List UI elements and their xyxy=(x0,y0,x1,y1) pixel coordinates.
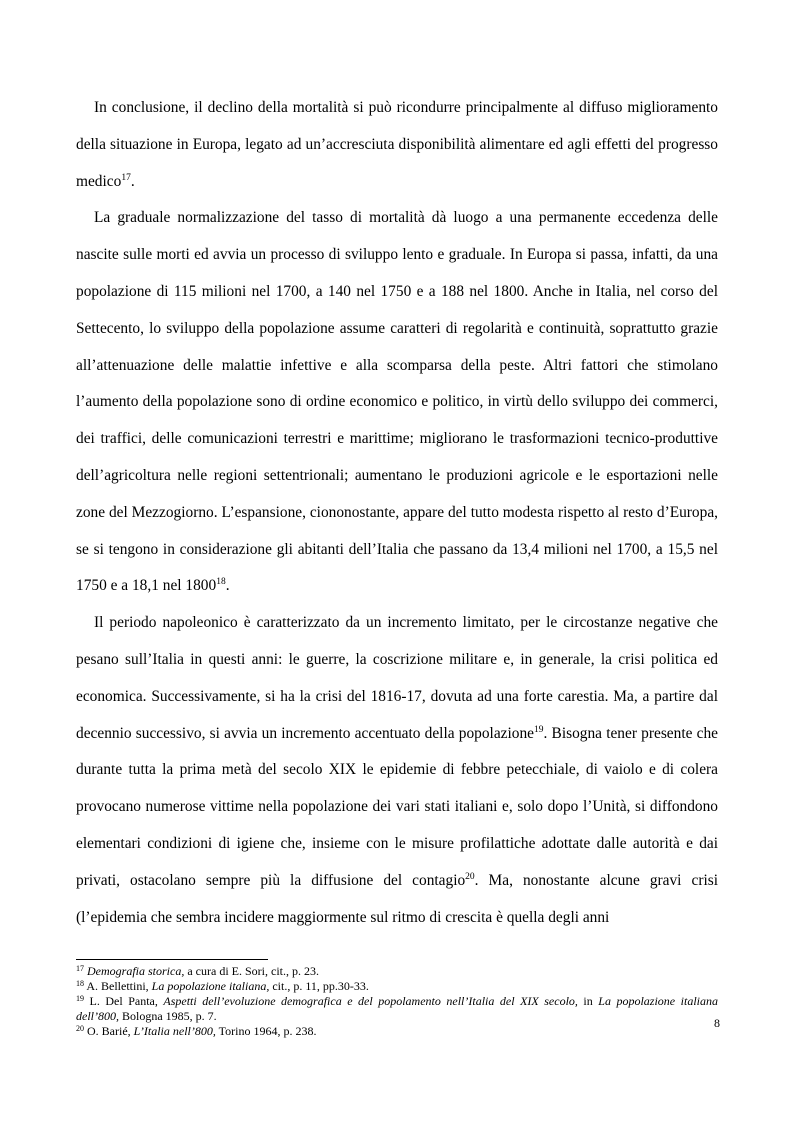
paragraph-text: . Bisogna tener presente che durante tutta la prima metà del secolo XIX le epidemie di febbre petecchiale, di vaiolo e di colera provocano numerose vittime nella popolazione dei vari stati italiani e, solo dopo l’Unità, si diffondono elementari condizioni di igiene che, insieme con le misure profilattiche adottate dalle autorità e dai privati, ostacolano sempre più la diffusione del contagio xyxy=(76,724,719,889)
footnote-ref: 18 xyxy=(216,577,226,588)
body-text xyxy=(76,90,718,936)
footnote-ref: 17 xyxy=(121,172,131,183)
footnote-text: Torino 1964, p. 238. xyxy=(215,1024,317,1038)
footnote-text: L. Del Panta, xyxy=(84,994,164,1008)
paragraph-text: Il periodo napoleonico è caratterizzato da un incremento limitato, per le circostanze negative che pesano sull’Italia in questi anni: le guerre, la coscrizione militare e, in generale, la crisi politica ed economica. Successivamente, si ha la crisi del 1816-17, dovuta ad una forte carestia. Ma, a partire dal decennio successivo, si avvia un incremento accentuato della popolazione xyxy=(76,614,718,742)
paragraph-text: . Ma, nonostante alcune gravi crisi (l’epidemia che sembra incidere maggiormente sul ritmo di crescita è quella degli anni xyxy=(76,871,718,926)
footnote-text: O. Barié, xyxy=(84,1024,134,1038)
footnote-title: La popolazione italiana dell’800, xyxy=(76,994,718,1023)
footnote-ref: 20 xyxy=(465,871,475,882)
paragraph-1 xyxy=(76,90,718,200)
paragraph-text: La graduale normalizzazione del tasso di mortalità dà luogo a una permanente eccedenza delle nascite sulle morti ed avvia un processo di sviluppo lento e graduale. In Europa si passa, infatti, da una popolazione di 115 milioni nel 1700, a 140 nel 1750 e a 188 nel 1800. Anche in Italia, nel corso del Settecento, lo sviluppo della popolazione assume caratteri di regolarità e continuità, soprattutto grazie all’attenuazione delle malattie infettive e alla scomparsa della peste. Altri fattori che stimolano l’aumento della popolazione sono di ordine economico e politico, in virtù dello sviluppo dei commerci, dei traffici, delle comunicazioni terrestri e marittime; migliorano le trasformazioni tecnico-produttive dell’agricoltura nelle regioni settentrionali; aumentano le produzioni agricole e le esportazioni nelle zone del Mezzogiorno. L’espansione, ciononostante, appare del tutto modesta rispetto al resto d’Europa, se si tengono in considerazione gli abitanti dell’Italia che passano da 13,4 milioni nel 1700, a 15,5 nel 1750 e a 18,1 nel 1800 xyxy=(76,209,718,595)
footnote-title: L’Italia nell’800, xyxy=(133,1024,216,1038)
paragraph-2 xyxy=(76,200,718,605)
footnote-separator xyxy=(76,959,268,960)
footnote-ref: 19 xyxy=(534,724,544,735)
page-number: 8 xyxy=(714,1016,720,1030)
footnote-title: La popolazione italiana, xyxy=(151,979,270,993)
paragraph-text: . xyxy=(225,577,230,595)
footnote-number: 20 xyxy=(76,1024,84,1033)
paragraph-3 xyxy=(76,605,718,936)
footnote-text: a cura di E. Sori, cit., p. 23. xyxy=(184,964,319,978)
footnote-20 xyxy=(76,1024,718,1039)
footnote-text: Bologna 1985, p. 7. xyxy=(119,1009,217,1023)
footnote-text: in xyxy=(577,994,599,1008)
footnote-text: cit., p. 11, pp.30-33. xyxy=(269,979,369,993)
footnote-title: Aspetti dell’evoluzione demografica e del popolamento nell’Italia del XIX secolo, xyxy=(163,994,578,1008)
paragraph-text: . xyxy=(130,172,135,190)
footnote-19 xyxy=(76,994,718,1024)
footnote-number: 17 xyxy=(76,964,84,973)
footnote-number: 19 xyxy=(76,994,84,1003)
footnote-17 xyxy=(76,964,718,979)
footnote-18 xyxy=(76,979,718,994)
footnote-number: 18 xyxy=(76,979,84,988)
footnotes xyxy=(76,964,718,1039)
footnote-title: Demografia storica, xyxy=(87,964,185,978)
paragraph-text: In conclusione, il declino della mortalità si può ricondurre principalmente al diffuso miglioramento della situazione in Europa, legato ad un’accresciuta disponibilità alimentare ed agli effetti del progresso medico xyxy=(76,99,718,190)
footnote-text: A. Bellettini, xyxy=(84,979,152,993)
